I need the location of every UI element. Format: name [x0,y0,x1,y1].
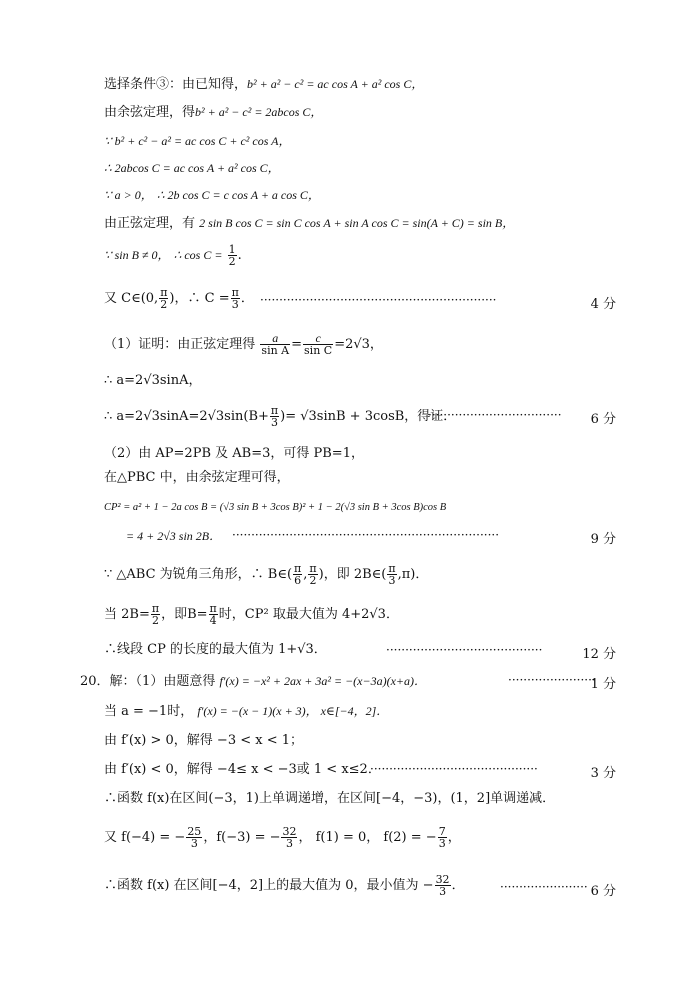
fraction: $\frac{7}{3}$ [438,825,446,850]
text: ，f(−3) = − [203,830,281,845]
formula: ∵ sin B ≠ 0， [104,248,170,262]
formula: b² + a² − c² = 2abcos C， [195,105,323,119]
text: 由余弦定理，得 [104,105,196,120]
fraction: $\frac{\pi}{3}$ [388,562,396,587]
fraction: $\frac{c}{\text{sin C}}$ [304,331,333,357]
text: ∴线段 CP 的长度的最大值为 1+√3． [104,642,327,657]
score-6: 6 分 [590,412,616,427]
dot-leader: ············································ [370,762,538,776]
text: 由 f′(x) > 0，解得 −3 < x < 1； [104,733,304,748]
text: ,π)． [397,567,429,582]
line-15 [126,528,221,545]
text: ∴ a=2√3sinA， [104,373,202,388]
line-22 [104,762,381,778]
text: ∴函数 f(x) 在区间[−4，2]上的最大值为 0，最小值为 − [104,878,434,893]
dot-leader: ········································· [386,643,543,657]
dot-leader: ··································· [428,408,562,422]
line-16: ∵ △ABC 为锐角三角形，∴ B∈( $\frac{\pi}{6}$ , $\frac{\pi}{2}$ )，即 2B∈( $\frac{\pi}{3}$ ,π)． [104,562,429,587]
fraction: $\frac{\pi}{2}$ [309,562,317,587]
line-5 [104,187,320,204]
line-21 [104,733,303,749]
fraction: $\frac{\pi}{4}$ [209,602,217,627]
line-2 [104,104,322,121]
line-23 [104,791,555,807]
fraction: $\frac{\pi}{2}$ [160,286,168,311]
text: )，即 2B∈( [318,567,387,582]
text: 又 C∈(0, [104,291,159,306]
text: ∵ △ABC 为锐角三角形，∴ B∈( [104,567,293,582]
text: 当 2B= [104,607,150,622]
fraction: $\frac{\pi}{3}$ [270,404,279,429]
line-10 [104,373,201,389]
formula: ∴ cos C = [173,248,223,262]
line-14 [104,499,446,516]
formula: ∴ 2b cos C = c cos A + a cos C， [156,188,320,202]
line-9: （1）证明：由正弦定理得 $\frac{a}{\text{sin A}}$ = $\frac{c}{\text{sin C}}$ =2√3， [104,331,383,357]
formula: ∵ a > 0， [104,188,153,202]
formula: = 4 + 2√3 sin 2B． [126,529,222,543]
fraction: $\frac{1}{2}$ [228,243,236,268]
score-3: 3 分 [590,766,616,781]
line-12 [104,446,364,462]
text: 20．解：（1）由题意得 [80,674,216,689]
fraction: $\frac{\pi}{2}$ [151,602,160,627]
text: （2）由 AP=2PB 及 AB=3，可得 PB=1， [104,446,364,461]
text: ， [447,830,461,845]
dot-leader: ······················· [500,880,588,894]
fraction: $\frac{32}{3}$ [282,825,297,850]
line-25 [104,874,465,897]
line-24 [104,826,461,849]
formula: f′(x) = −(x − 1)(x + 3)， x∈[−4，2]． [197,704,389,718]
line-20 [104,703,388,720]
text: )= √3sinB + 3cosB，得证． [280,409,457,424]
fraction: $\frac{\pi}{3}$ [231,286,239,311]
formula: f′(x) = −x² + 2ax + 3a² = −(x−3a)(x+a)． [219,674,427,688]
text: （1）证明：由正弦定理得 [104,337,256,352]
text: 在△PBC 中，由余弦定理可得， [104,470,290,485]
text: 由正弦定理，有 [104,216,196,231]
fraction: $\frac{25}{3}$ [187,825,202,850]
text: 由 f′(x) < 0，解得 −4≤ x < −3或 1 < x≤2． [104,762,381,777]
dot-leader: ······································································ [232,528,500,542]
line-1 [104,76,423,93]
line-8 [104,287,254,310]
formula: ∴ 2abcos C = ac cos A + a² cos C， [104,161,280,175]
score-12: 12 分 [582,647,616,662]
text: 当 a = −1时， [104,704,194,719]
line-4 [104,160,280,177]
text: ∴函数 f(x)在区间(−3，1)上单调递增，在区间[−4，−3)，(1，2]单调递减． [104,791,556,806]
text: ，即B= [161,607,208,622]
score-6b: 6 分 [590,884,616,899]
text: ． [451,878,465,893]
dot-leader: ······························································ [260,293,497,307]
text: 选择条件③：由已知得， [104,77,248,92]
line-17 [104,603,399,626]
dot-leader: ······················· [508,673,596,687]
line-7: ∵ sin B ≠ 0， ∴ cos C = $\frac{1}{2}$ . [104,243,242,268]
fraction: $\frac{\pi}{6}$ [294,562,302,587]
line-6 [104,215,514,232]
fraction: $\frac{a}{\text{sin A}}$ [261,331,290,357]
formula: 2 sin B cos C = sin C cos A + sin A cos C = sin(A + C) = sin B， [199,216,515,230]
line-18 [104,642,327,658]
formula: CP² = a² + 1 − 2a cos B = (√3 sin B + 3cos B)² + 1 − 2(√3 sin B + 3cos B)cos B [104,502,447,513]
text: ． [240,291,254,306]
score-9: 9 分 [590,532,616,547]
score-1: 1 分 [590,677,616,692]
text: ， f(1) = 0， f(2) = − [298,830,437,845]
score-4: 4 分 [590,297,616,312]
line-11 [104,405,456,428]
text: =2√3， [334,337,383,352]
text: 又 f(−4) = − [104,830,186,845]
line-3 [104,133,291,150]
line-13 [104,470,290,486]
text: )，∴ C = [169,291,230,306]
fraction: $\frac{32}{3}$ [435,873,450,898]
text: ∴ a=2√3sinA=2√3sin(B+ [104,409,269,424]
formula: b² + a² − c² = ac cos A + a² cos C， [247,77,424,91]
question-20-line-1 [80,673,426,690]
text: 时，CP² 取最大值为 4+2√3． [218,607,399,622]
formula: ∵ b² + c² − a² = ac cos C + c² cos A， [104,134,291,148]
